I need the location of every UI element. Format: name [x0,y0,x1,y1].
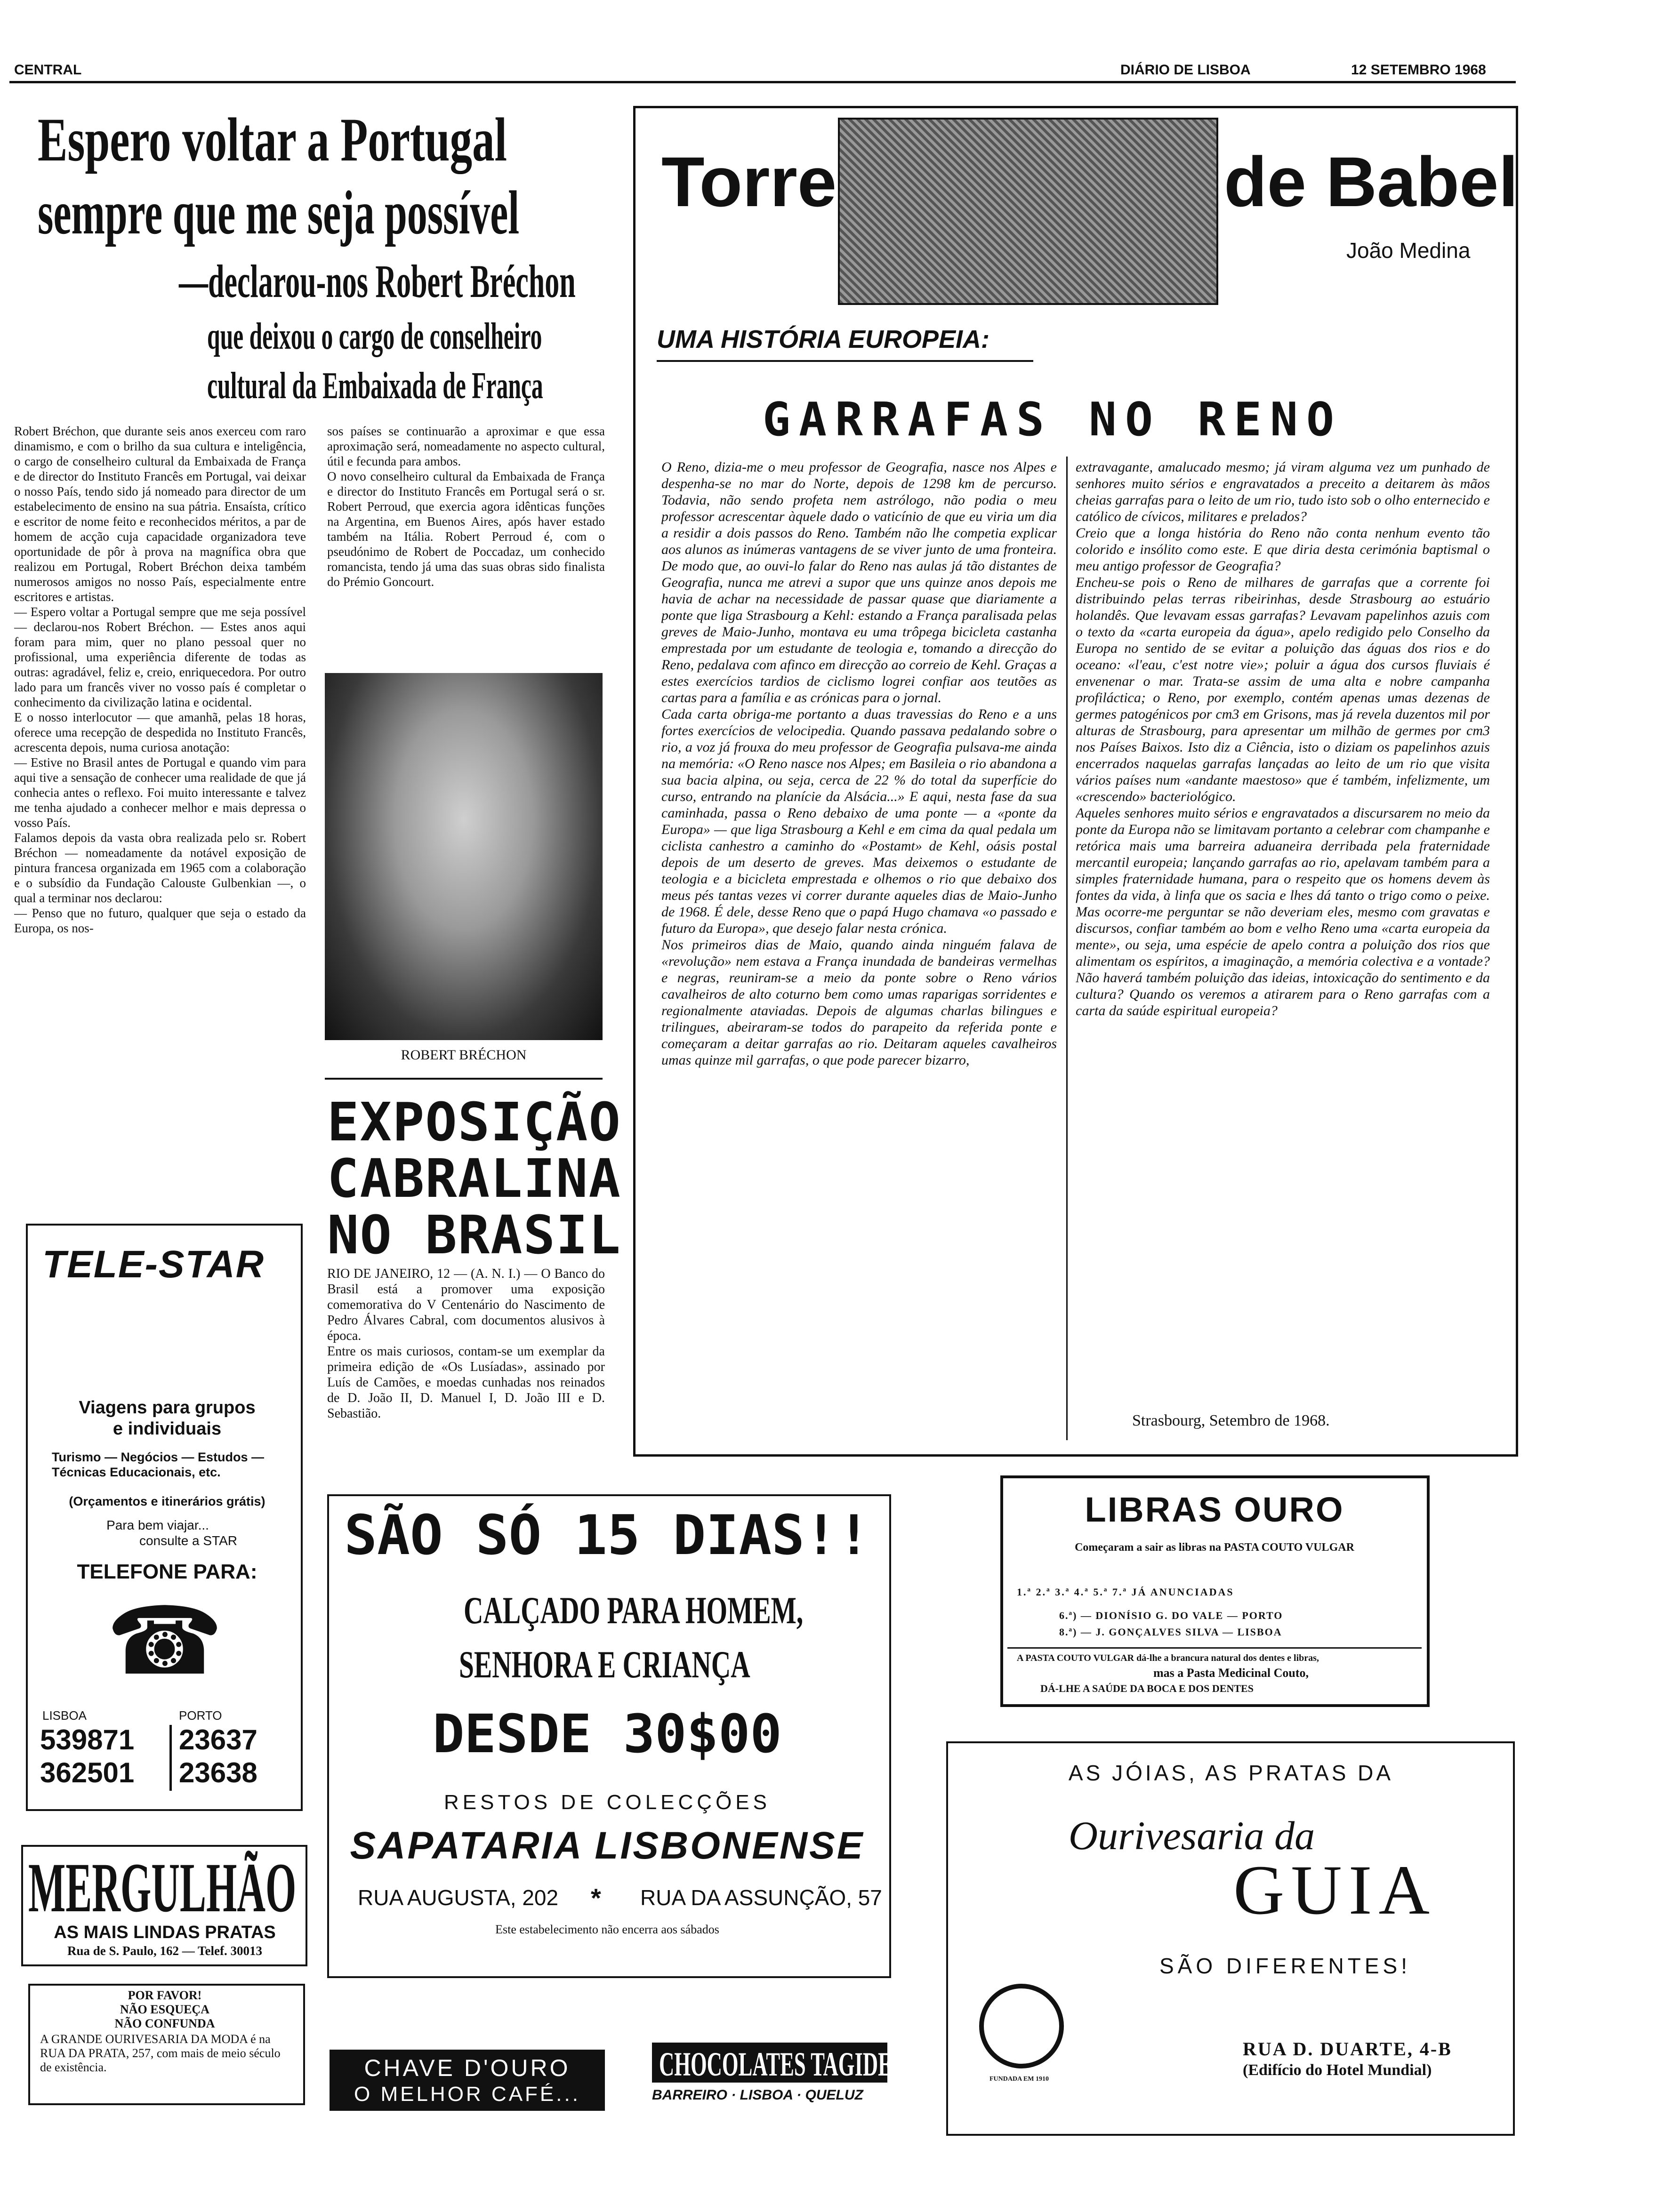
guia-big: GUIA [1233,1851,1436,1929]
telestar-number-divider [169,1725,172,1791]
issue-date: 12 SETEMBRO 1968 [1351,62,1486,78]
telestar-lisboa-number-2: 362501 [40,1757,135,1788]
chave-line-1: CHAVE D'OURO [364,2055,571,2081]
sapataria-name: SAPATARIA LISBONENSE [350,1824,865,1867]
libras-title: LIBRAS OURO [1085,1490,1344,1529]
telestar-lisboa-number-1: 539871 [40,1724,135,1755]
torre-title-right: de Babel [1224,142,1519,221]
libras-item-1: 6.ª) — DIONÍSIO G. DO VALE — PORTO [1059,1610,1283,1621]
kicker-underline [657,360,1033,362]
por-favor-text: A GRANDE OURIVESARIA DA MODA é na RUA DA PRATA, 257, com mais de meio século de existência. [40,2032,281,2074]
libras-foot-1: A PASTA COUTO VULGAR dá-lhe a brancura natural dos dentes e libras, [1017,1653,1319,1663]
garrafas-headline: GARRAFAS NO RENO [763,393,1343,447]
sapataria-price: DESDE 30$00 [433,1704,782,1765]
interview-subhead-1: —declarou-nos Robert Bréchon [179,255,576,307]
newspaper-name: DIÁRIO DE LISBOA [1120,62,1251,78]
por-favor-line-3: NÃO CONFUNDA [114,2017,215,2030]
exposicao-text: RIO DE JANEIRO, 12 — (A. N. I.) — O Banco do Brasil está a promover uma exposição comemorativa do V Centenário do Nascimento de Pedro Álvares Cabral, com documentos alusivos à época. Entre os mais curiosos, contam-se um exemplar da primeira edição de «Os Lusíadas», assinado por Luís de Camões, e moedas cunhadas nos reinados de D. João II, D. Manuel I, D. João III e D. Sebastião. [327,1266,605,1421]
telestar-slogan-2: consulte a STAR [139,1533,238,1548]
interview-column-1: Robert Bréchon, que durante seis anos exerceu com raro dinamismo, e com o brilho da sua cultura e inteligência, o cargo de conselheiro cultural da Embaixada de França e de director do Instituto Francês em Portugal, vai deixar o nosso País, tendo sido já nomeado para director de um estabelecimento de ensino na sua pátria. Ensaísta, crítico e escritor de nome feito e reconhecidos méritos, a par de homem de acção cuja capacidade organizadora teve oportunidade de pôr à prova na magnífica obra que realizou em Portugal, Robert Bréchon deixa também numerosos amigos no nosso País, especialmente entre escritores e artistas. — Espero voltar a Portugal sempre que me seja possível — declarou-nos Robert Bréchon. — Estes anos aqui foram para mim, quer no plano pessoal quer no profissional, uma experiência diferente de todas as outras: agradável, feliz e, creio, enriquecedora. Por outro lado para um francês viver no vosso país é completar o conhecimento da civilização latina e ocidental. E o nosso interlocutor — que amanhã, pelas 18 horas, oferece uma recepção de despedida no Instituto Francês, acrescenta depois, numa curiosa anotação: — Estive no Brasil antes de Portugal e quando vim para aqui tive a sensação de conhecer uma realidade de que já conhecia antes o reflexo. Foi muito interessante e talvez me tenha ajudado a conhecer melhor e mais depressa o vosso País. Falamos depois da vasta obra realizada pelo sr. Robert Bréchon — nomeadamente da notável exposição de pintura francesa organizada em 1965 com a colaboração e o subsídio da Fundação Calouste Gulbenkian —, o qual a terminar nos declarou: — Penso que no futuro, qualquer que seja o estado da Europa, os nos- [14,424,306,935]
telephone-icon: ☎ [106,1590,224,1694]
town-illustration [838,118,1218,305]
sapataria-headline: SÃO SÓ 15 DIAS!! [344,1504,870,1567]
mergulhao-name: MERGULHÃO [28,1849,297,1927]
libras-subtitle: Começaram a sair as libras na PASTA COUTO VULGAR [1075,1541,1354,1554]
sapataria-line-5: RESTOS DE COLECÇÕES [444,1791,771,1814]
sapataria-note: Este estabelecimento não encerra aos sábados [495,1923,719,1936]
header-rule [9,81,1516,83]
interview-headline-2: sempre que me seja possível [38,178,520,247]
sapataria-address-separator: * [591,1883,601,1913]
guia-address-1: RUA D. DUARTE, 4-B [1243,2038,1452,2060]
sapataria-address-1: RUA AUGUSTA, 202 [358,1885,559,1910]
sapataria-line-2: CALÇADO PARA HOMEM, [464,1589,804,1632]
torre-column-divider [1066,457,1068,1440]
interview-bottom-rule [325,1078,603,1080]
libras-foot-2: mas a Pasta Medicinal Couto, [1153,1666,1309,1680]
telestar-porto-number-1: 23637 [179,1724,257,1755]
guia-top: AS JÓIAS, AS PRATAS DA [1068,1761,1394,1785]
interview-headline-1: Espero voltar a Portugal [38,105,507,174]
sapataria-address-2: RUA DA ASSUNÇÃO, 57 [640,1885,882,1910]
exposicao-title-1: EXPOSIÇÃO [327,1092,621,1153]
torre-title-left: Torre [661,142,837,221]
telestar-porto-label: PORTO [179,1708,222,1723]
telestar-services-2: (Orçamentos e itinerários grátis) [69,1494,265,1508]
telestar-line-2: e individuais [113,1419,222,1439]
robert-brechon-photo [325,673,603,1040]
interview-subhead-3: cultural da Embaixada de França [207,365,543,407]
telestar-slogan-1: Para bem viajar... [106,1518,209,1532]
tagides-line-2: BARREIRO · LISBOA · QUELUZ [652,2087,863,2103]
telestar-services: Turismo — Negócios — Estudos — Técnicas Educacionais, etc. [52,1450,265,1479]
tagides-line-1: CHOCOLATES TAGIDES [659,2045,904,2083]
telestar-telefone-label: TELEFONE PARA: [77,1560,257,1583]
torre-column-1: O Reno, dizia-me o meu professor de Geografia, nasce nos Alpes e despenha-se no mar do Norte, depois de 1298 km de percurso. Todavia, não sendo profeta nem astrólogo, não podia o meu professor acrescentar àquele dado o vaticínio de que eu viria um dia a residir a dois passos do Reno. Também não lhe competia explicar aos alunos as inúmeras vantagens de se viver junto de uma fronteira. De modo que, ao ouvi-lo falar do Reno nas aulas já tão distantes de Geografia, nunca me atrevi a supor que uns quinze anos depois me havia de achar na necessidade de passar quase que diariamente a ponte que liga Strasbourg a Kehl: estando a França paralisada pelas greves de Maio-Junho, montava eu uma trôpega bicicleta castanha emprestada por um estudante de teologia e, tomando a direcção do Reno, pedalava com afinco em direcção ao correio de Kehl. Graças a estes exercícios tardios de ciclismo logrei confiar aos teutões as cartas para a família e as crónicas para o jornal. Cada carta obriga-me portanto a duas travessias do Reno e a uns fortes exercícios de velocipedia. Quando passava pedalando sobre o rio, a voz já frouxa do meu professor de Geografia pulsava-me ainda na memória: «O Reno nasce nos Alpes; em Basileia o rio abandona a sua bacia alpina, ou seja, cerca de 22 % do total da superfície do curso, entrando na planície da Alsácia...» E aqui, nesta fase da sua caminhada, passa o Reno debaixo de uma ponte — a «ponte da Europa» — que liga Strasbourg a Kehl e em cima da qual pedala um ciclista canhestro a caminho do «Postamt» de Kehl, oásis postal depois de um deserto de greves. Mas deixemos o estudante de teologia e a bicicleta emprestada e olhemos o rio que debaixo dos meus pés tantas vezes vi correr durante aqueles dias de Maio-Junho de 1968. É dele, desse Reno que o papá Hugo chamava «o passado e futuro da Europa», que desejo falar nesta crónica. Nos primeiros dias de Maio, quando ainda ninguém falava de «revolução» nem estava a França inundada de bandeiras vermelhas e negras, reuniram-se a meio da ponte sobre o Reno vários cavalheiros de alto coturno bem como umas raparigas sorridentes e regionalmente ataviadas. Depois de algumas charlas bilingues e trilingues, abeiraram-se todos do parapeito da referida ponte e começaram a deitar garrafas ao rio. Deitaram aqueles cavalheiros umas quinze mil garrafas, o que pode parecer bizarro, [661,459,1057,1068]
exposicao-title-3: NO BRASIL [327,1205,621,1266]
torre-dateline: Strasbourg, Setembro de 1968. [1132,1412,1330,1429]
guia-sub: SÃO DIFERENTES! [1159,1954,1411,1978]
torre-column-2: extravagante, amalucado mesmo; já viram alguma vez um punhado de senhores muito sérios e engravatados a preceito a deitarem às mãos cheias garrafas para o leito de um rio, tudo isto sob o olho enternecido e católico de cívicos, militares e prelados? Creio que a longa história do Reno não conta nenhum evento tão colorido e insólito como este. E que diria desta cerimónia baptismal o meu antigo professor de Geografia? Encheu-se pois o Reno de milhares de garrafas que a corrente foi distribuindo pelas terras ribeirinhas, desde Strasbourg ao estuário holandês. Que levavam essas garrafas? Levavam papelinhos azuis com o texto da «carta europeia da água», apelo redigido pelo Conselho da Europa no sentido de se evitar a poluição das águas dos rios e do oceano: «l'eau, c'est notre vie»; poluir a água dos cursos fluviais é envenenar o mar. Trata-se assim de uma alta e nobre campanha profiláctica; o Reno, por exemplo, contém apenas umas dezenas de germes patogénicos por cm3 em Grisons, mas já revela duzentos mil por alturas de Strasbourg, para apresentar um milhão de germes por cm3 nos Países Baixos. Isto diz a Ciência, isto o diziam os papelinhos azuis encerrados naquelas garrafas lançadas ao leito de um rio que visita vários países num «andante maestoso» que é também, infelizmente, um «crescendo» bacteriológico. Aqueles senhores muito sérios e engravatados a discursarem no meio da ponte da Europa não se limitavam portanto a celebrar com champanhe e retórica mais uma barreira aduaneira derribada pela fraternidade mercantil europeia; lançando garrafas ao rio, apelavam também para a simples fraternidade humana, para o respeito que os homens devem às fontes da vida, à linfa que os sacia e lhes dá tanto o trigo como o peixe. Mas ocorre-me perguntar se não deveriam eles, mesmo com gravatas e discursos, confiar também ao bom e velho Reno uma «carta europeia da mente», ou seja, uma espécie de apelo contra a poluição dos rios que alimentam os espíritos, a imaginação, a memória colectiva e a vontade? Não haverá também poluição das ideias, intoxicação do sentimento e da cultura? Quando os veremos a atirarem para o Reno garrafas com a carta da saúde espiritual europeia? [1076,459,1490,1018]
telestar-porto-number-2: 23638 [179,1757,257,1788]
por-favor-line-2: NÃO ESQUEÇA [120,2003,209,2016]
guia-address-2: (Edifício do Hotel Mundial) [1243,2061,1432,2079]
telestar-line-1: Viagens para grupos [79,1398,256,1418]
chave-line-2: O MELHOR CAFÉ... [354,2083,580,2106]
guia-founded: FUNDADA EM 1910 [989,2076,1049,2083]
mergulhao-tag: AS MAIS LINDAS PRATAS [54,1923,276,1942]
photo-caption: ROBERT BRÉCHON [401,1047,527,1063]
torre-kicker: UMA HISTÓRIA EUROPEIA: [657,325,990,353]
guia-emblem [979,1984,1064,2068]
torre-author: João Medina [1346,238,1471,263]
mergulhao-address: Rua de S. Paulo, 162 — Telef. 30013 [67,1944,263,1958]
libras-foot-3: DÁ-LHE A SAÚDE DA BOCA E DOS DENTES [1040,1683,1254,1694]
telestar-logo: TELE-STAR [42,1243,265,1286]
libras-item-2: 8.ª) — J. GONÇALVES SILVA — LISBOA [1059,1626,1282,1638]
sapataria-line-3: SENHORA E CRIANÇA [459,1643,750,1686]
interview-column-2: sos países se continuarão a aproximar e que essa aproximação será, nomeadamente no aspecto cultural, útil e fecunda para ambos. O novo conselheiro cultural da Embaixada de França e director do Instituto Francês em Portugal será o sr. Robert Perroud, que exercia agora idênticas funções na Argentina, em Buenos Aires, após haver estado também na Itália. Robert Perroud é, com o pseudónimo de Robert de Poccadaz, um conhecido romancista, tendo já uma das suas obras sido finalista do Prémio Goncourt. [327,424,605,589]
telestar-lisboa-label: LISBOA [42,1708,87,1723]
interview-subhead-2: que deixou o cargo de conselheiro [207,316,542,357]
por-favor-line-1: POR FAVOR! [128,1988,202,2002]
section-label: CENTRAL [14,62,82,78]
libras-list-head: 1.ª 2.ª 3.ª 4.ª 5.ª 7.ª JÁ ANUNCIADAS [1017,1586,1234,1598]
guia-script: Ourivesaria da [1069,1813,1315,1858]
libras-divider [1007,1647,1422,1649]
exposicao-title-2: CABRALINA [327,1148,621,1210]
